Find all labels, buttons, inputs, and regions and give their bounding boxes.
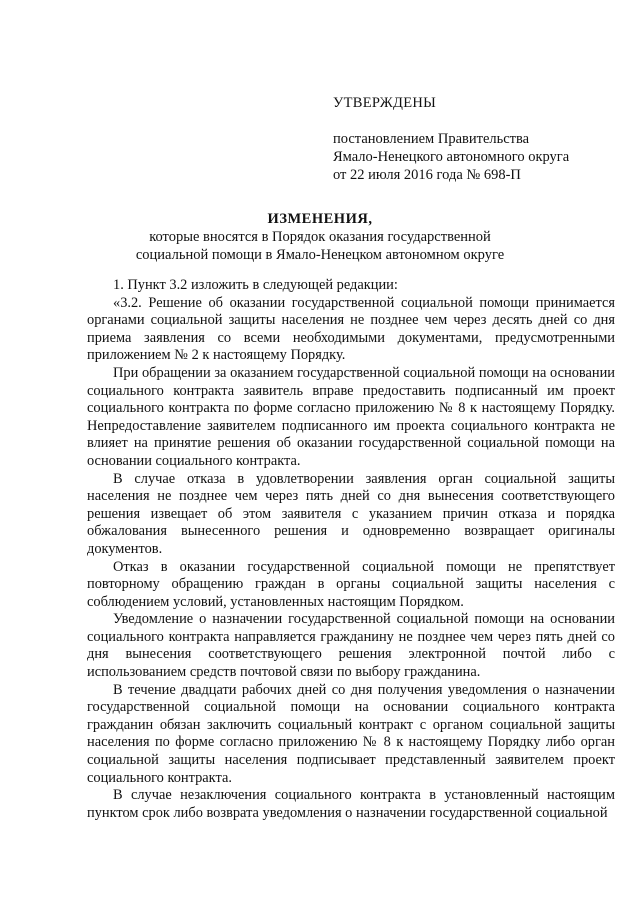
approval-stamp	[333, 94, 623, 184]
approval-heading: УТВЕРЖДЕНЫ	[333, 95, 437, 111]
approval-line-3: от 22 июля 2016 года № 698-П	[333, 167, 521, 183]
document-body	[87, 277, 615, 822]
paragraph-refusal: В случае отказа в удовлетворении заявления орган социальной защиты населения не позднее чем через пять дней со дня вынесения соответствующего решения извещает об этом заявителя с указанием причин отказа и порядка обжалования вынесенного решения и одновременно возвращает оригиналы документов.	[87, 470, 615, 557]
approval-line-1: постановлением Правительства	[333, 131, 530, 147]
paragraph-item-1: 1. Пункт 3.2 изложить в следующей редакции:	[113, 277, 398, 293]
document-title: ИЗМЕНЕНИЯ,	[267, 211, 373, 227]
paragraph-notification: Уведомление о назначении государственной социальной помощи на основании социального контракта направляется гражданину не позднее чем через пять дней со дня вынесения соответствующего решения электронной почтой либо с использованием средств почтовой связи по выбору гражданина.	[87, 611, 615, 681]
document-title-block	[60, 210, 580, 264]
paragraph-non-conclusion: В случае незаключения социального контракта в установленный настоящим пунктом срок либо возврата уведомления о назначении государственной социальной	[87, 787, 615, 821]
approval-line-2: Ямало-Ненецкого автономного округа	[333, 149, 570, 165]
paragraph-repeat-request: Отказ в оказании государственной социальной помощи не препятствует повторному обращению граждан в органы социальной защиты населения с соблюдением условий, установленных настоящим Порядком.	[87, 558, 615, 610]
document-subtitle-line-2: социальной помощи в Ямало-Ненецком автономном округе	[135, 247, 505, 263]
paragraph-contract-draft: При обращении за оказанием государственной социальной помощи на основании социального контракта заявитель вправе предоставить подписанный им проект социального контракта по форме согласно приложению № 8 к настоящему Порядку. Непредоставление заявителем подписанного им проекта социального контракта не влияет на принятие решения об оказании государственной социальной помощи на основании социального контракта.	[87, 364, 615, 469]
document-subtitle-line-1: которые вносятся в Порядок оказания государственной	[149, 229, 491, 245]
paragraph-twenty-days: В течение двадцати рабочих дней со дня получения уведомления о назначении государственной социальной помощи на основании социального контракта гражданин обязан заключить социальный контракт с органом социальной защиты населения по форме согласно приложению № 8 к настоящему Порядку либо орган социальной защиты населения подписывает представленный заявителем проект социального контракта.	[87, 681, 615, 786]
paragraph-3-2: «3.2. Решение об оказании государственной социальной помощи принимается органами социальной защиты населения не позднее чем через десять дней со дня приема заявления со всеми необходимыми документами, предусмотренными приложением № 2 к настоящему Порядку.	[87, 294, 615, 364]
